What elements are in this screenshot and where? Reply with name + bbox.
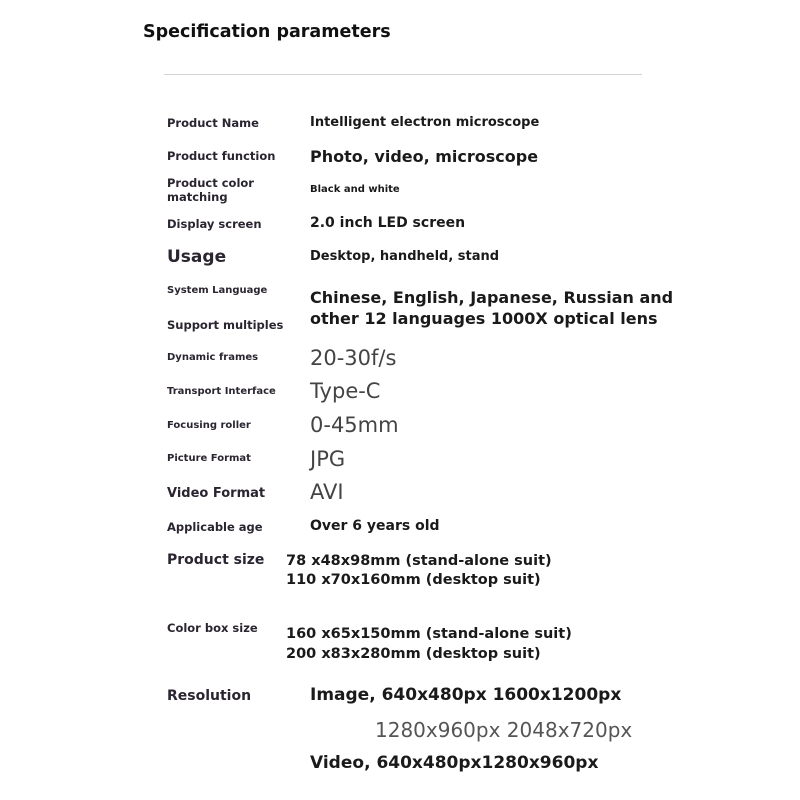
value-picture-format: JPG: [310, 447, 346, 471]
label-color-box-size: Color box size: [167, 621, 258, 635]
value-applicable-age: Over 6 years old: [310, 518, 440, 534]
value-transport-interface: Type-C: [310, 379, 381, 403]
value-product-function: Photo, video, microscope: [310, 147, 539, 166]
title-divider: [164, 74, 642, 75]
label-usage: Usage: [167, 247, 227, 267]
value-resolution-image: Image, 640x480px 1600x1200px: [310, 685, 622, 705]
label-dynamic-frames: Dynamic frames: [167, 352, 259, 363]
value-focusing-roller: 0-45mm: [310, 413, 399, 437]
value-product-color: Black and white: [310, 184, 400, 195]
value-system-language-line1: Chinese, English, Japanese, Russian and: [310, 288, 674, 307]
page-title: Specification parameters: [143, 22, 391, 42]
label-focusing-roller: Focusing roller: [167, 420, 251, 431]
label-applicable-age: Applicable age: [167, 520, 263, 534]
label-product-color: Product color matching: [167, 176, 254, 204]
label-picture-format: Picture Format: [167, 453, 251, 464]
value-color-box-size-line1: 160 x65x150mm (stand-alone suit): [286, 626, 572, 642]
label-system-language: System Language: [167, 285, 268, 296]
value-resolution-image-2: 1280x960px 2048x720px: [375, 718, 633, 742]
label-product-function: Product function: [167, 149, 276, 163]
label-transport-interface: Transport Interface: [167, 386, 276, 397]
label-resolution: Resolution: [167, 688, 252, 704]
value-system-language-line2: other 12 languages 1000X optical lens: [310, 309, 658, 328]
value-color-box-size-line2: 200 x83x280mm (desktop suit): [286, 646, 541, 662]
value-usage: Desktop, handheld, stand: [310, 249, 500, 264]
value-resolution-video: Video, 640x480px1280x960px: [310, 753, 599, 773]
value-display-screen: 2.0 inch LED screen: [310, 215, 466, 231]
value-product-name: Intelligent electron microscope: [310, 115, 540, 130]
value-video-format: AVI: [310, 480, 344, 504]
label-product-size: Product size: [167, 552, 265, 568]
label-product-name: Product Name: [167, 116, 259, 130]
label-video-format: Video Format: [167, 486, 266, 501]
label-support-multiples: Support multiples: [167, 318, 284, 332]
value-product-size-line1: 78 x48x98mm (stand-alone suit): [286, 553, 552, 569]
value-dynamic-frames: 20-30f/s: [310, 346, 397, 370]
value-product-size-line2: 110 x70x160mm (desktop suit): [286, 572, 541, 588]
label-display-screen: Display screen: [167, 217, 262, 231]
